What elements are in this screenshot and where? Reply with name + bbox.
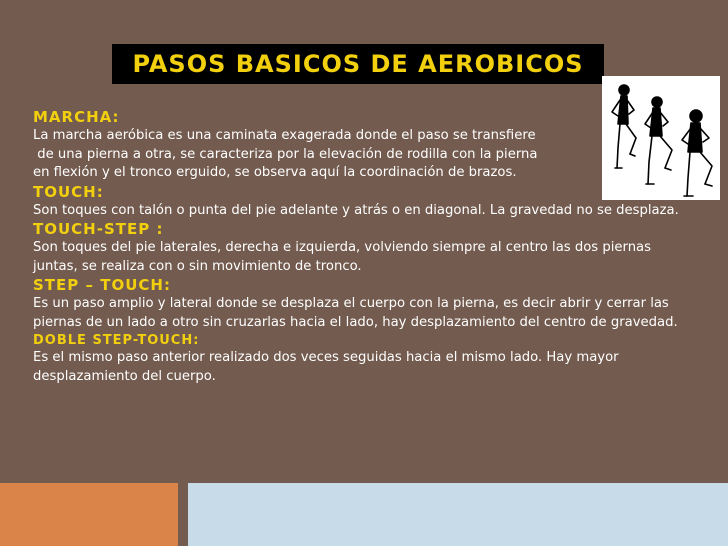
slide-body: [33, 108, 698, 386]
section-heading-touch-step: TOUCH-STEP :: [33, 220, 164, 238]
section-text-step-touch: Es un paso amplio y lateral donde se desplaza el cuerpo con la pierna, es decir abrir y cerrar las piernas de un lado a otro sin cruzarlas hacia el lado, hay desplazamiento del centro de gravedad.: [33, 296, 678, 330]
section-heading-marcha: MARCHA:: [33, 108, 120, 126]
section-text-marcha-line-2: de una pierna a otra, se caracteriza por la elevación de rodilla con la pierna: [33, 146, 538, 162]
section-text-doble-step-touch: Es el mismo paso anterior realizado dos veces seguidas hacia el mismo lado. Hay mayor desplazamiento del cuerpo.: [33, 350, 619, 384]
footer-blue-block: [188, 483, 728, 546]
section-text-touch: Son toques con talón o punta del pie adelante y atrás o en diagonal. La gravedad no se desplaza.: [33, 202, 679, 218]
section-heading-doble-step-touch: DOBLE STEP-TOUCH:: [33, 333, 200, 348]
section-text-touch-step: Son toques del pie laterales, derecha e izquierda, volviendo siempre al centro las dos piernas juntas, se realiza con o sin movimiento de tronco.: [33, 240, 652, 274]
slide-title: PASOS BASICOS DE AEROBICOS: [112, 44, 604, 84]
section-text-marcha-line-3: en flexión y el tronco erguido, se observa aquí la coordinación de brazos.: [33, 165, 517, 180]
footer-orange-block: [0, 483, 178, 546]
section-text-marcha-line-1: La marcha aeróbica es una caminata exagerada donde el paso se transfiere: [33, 128, 536, 143]
section-heading-step-touch: STEP – TOUCH:: [33, 276, 171, 294]
section-heading-touch: TOUCH:: [33, 182, 104, 201]
